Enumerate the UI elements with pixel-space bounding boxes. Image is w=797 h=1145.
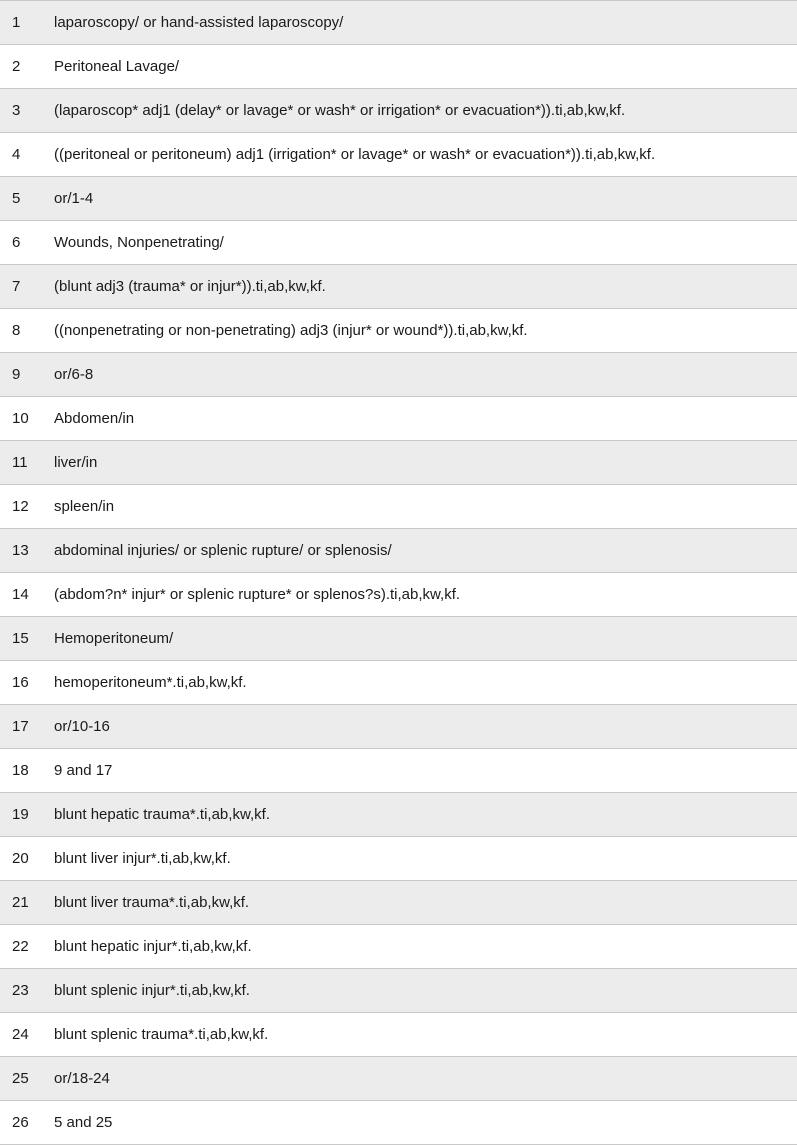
row-number: 17 (0, 705, 54, 749)
search-query: Wounds, Nonpenetrating/ (54, 221, 797, 265)
search-query: blunt splenic injur*.ti,ab,kw,kf. (54, 969, 797, 1013)
row-number: 18 (0, 749, 54, 793)
search-query: ((nonpenetrating or non-penetrating) adj3 (injur* or wound*)).ti,ab,kw,kf. (54, 309, 797, 353)
table-body (0, 1, 797, 1145)
row-number: 15 (0, 617, 54, 661)
table-row (0, 837, 797, 881)
row-number: 7 (0, 265, 54, 309)
row-number: 14 (0, 573, 54, 617)
search-query: 5 and 25 (54, 1101, 797, 1145)
table-row (0, 1, 797, 45)
row-number: 24 (0, 1013, 54, 1057)
row-number: 11 (0, 441, 54, 485)
table-row (0, 969, 797, 1013)
search-query: blunt liver injur*.ti,ab,kw,kf. (54, 837, 797, 881)
search-query: or/18-24 (54, 1057, 797, 1101)
table-row (0, 309, 797, 353)
table-row (0, 1101, 797, 1145)
row-number: 16 (0, 661, 54, 705)
row-number: 12 (0, 485, 54, 529)
table-row (0, 661, 797, 705)
table-row (0, 749, 797, 793)
table-row (0, 485, 797, 529)
table-row (0, 617, 797, 661)
search-query: spleen/in (54, 485, 797, 529)
row-number: 6 (0, 221, 54, 265)
search-query: or/6-8 (54, 353, 797, 397)
search-query: (laparoscop* adj1 (delay* or lavage* or wash* or irrigation* or evacuation*)).ti,ab,kw,kf. (54, 89, 797, 133)
search-query: or/10-16 (54, 705, 797, 749)
row-number: 2 (0, 45, 54, 89)
row-number: 1 (0, 1, 54, 45)
table-row (0, 573, 797, 617)
search-query: abdominal injuries/ or splenic rupture/ or splenosis/ (54, 529, 797, 573)
row-number: 26 (0, 1101, 54, 1145)
search-query: liver/in (54, 441, 797, 485)
table-row (0, 441, 797, 485)
search-query: ((peritoneal or peritoneum) adj1 (irrigation* or lavage* or wash* or evacuation*)).ti,ab,kw,kf. (54, 133, 797, 177)
row-number: 21 (0, 881, 54, 925)
row-number: 20 (0, 837, 54, 881)
row-number: 19 (0, 793, 54, 837)
table-row (0, 353, 797, 397)
table-row (0, 1057, 797, 1101)
search-query: Peritoneal Lavage/ (54, 45, 797, 89)
row-number: 5 (0, 177, 54, 221)
table-row (0, 89, 797, 133)
table-row (0, 177, 797, 221)
search-query: blunt splenic trauma*.ti,ab,kw,kf. (54, 1013, 797, 1057)
row-number: 23 (0, 969, 54, 1013)
row-number: 13 (0, 529, 54, 573)
table-row (0, 221, 797, 265)
search-query: blunt hepatic trauma*.ti,ab,kw,kf. (54, 793, 797, 837)
table-row (0, 925, 797, 969)
row-number: 25 (0, 1057, 54, 1101)
search-query: Abdomen/in (54, 397, 797, 441)
search-query: blunt hepatic injur*.ti,ab,kw,kf. (54, 925, 797, 969)
table-row (0, 705, 797, 749)
row-number: 8 (0, 309, 54, 353)
table-row (0, 529, 797, 573)
search-query: 9 and 17 (54, 749, 797, 793)
row-number: 22 (0, 925, 54, 969)
search-query: hemoperitoneum*.ti,ab,kw,kf. (54, 661, 797, 705)
table-row (0, 1013, 797, 1057)
table-row (0, 265, 797, 309)
search-query: laparoscopy/ or hand-assisted laparoscopy/ (54, 1, 797, 45)
search-query: or/1-4 (54, 177, 797, 221)
search-query: (blunt adj3 (trauma* or injur*)).ti,ab,kw,kf. (54, 265, 797, 309)
table-row (0, 133, 797, 177)
search-query: blunt liver trauma*.ti,ab,kw,kf. (54, 881, 797, 925)
row-number: 10 (0, 397, 54, 441)
search-query: (abdom?n* injur* or splenic rupture* or splenos?s).ti,ab,kw,kf. (54, 573, 797, 617)
table-row (0, 397, 797, 441)
table-row (0, 793, 797, 837)
row-number: 4 (0, 133, 54, 177)
row-number: 9 (0, 353, 54, 397)
row-number: 3 (0, 89, 54, 133)
table-row (0, 45, 797, 89)
table-row (0, 881, 797, 925)
search-query: Hemoperitoneum/ (54, 617, 797, 661)
